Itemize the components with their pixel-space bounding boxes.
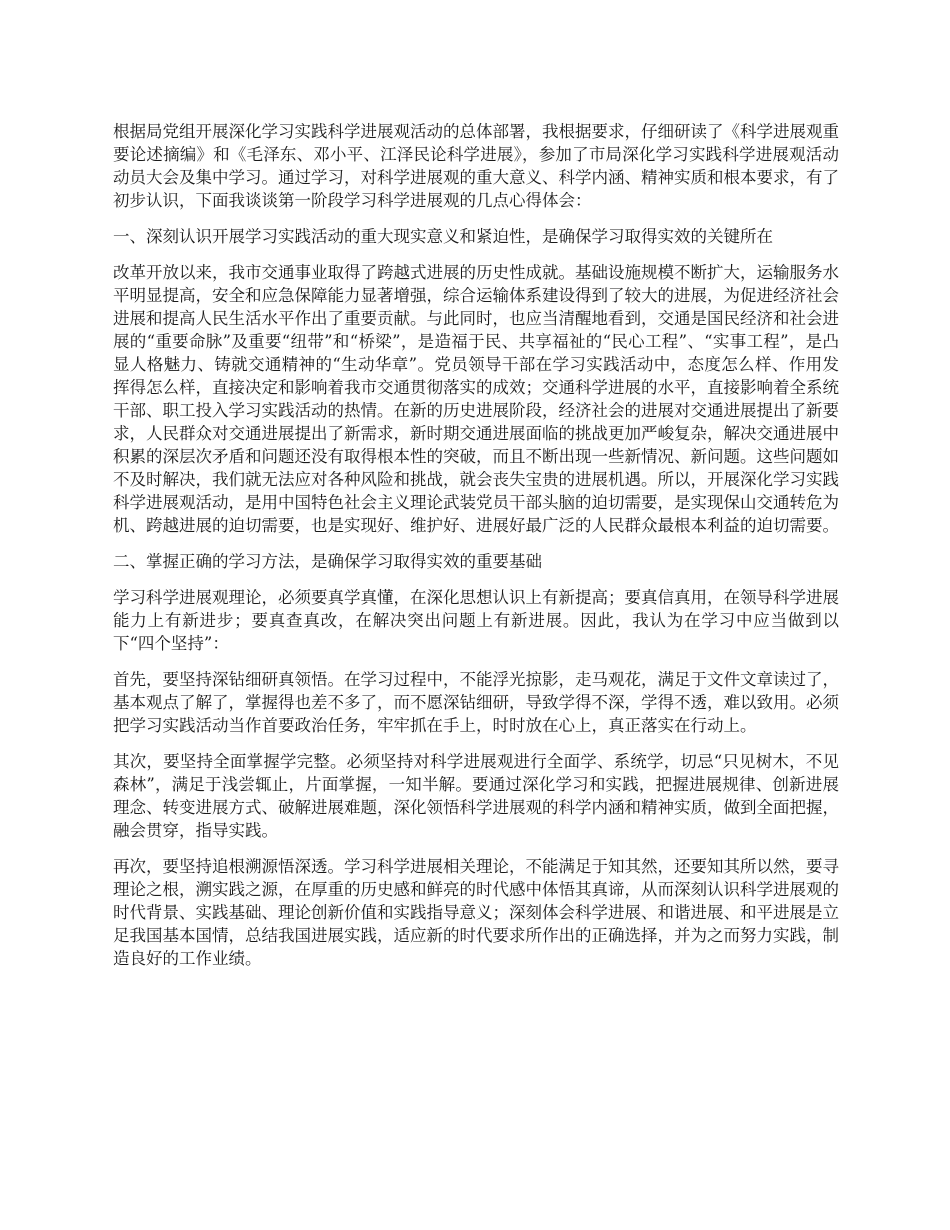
section-1-paragraph: 改革开放以来，我市交通事业取得了跨越式进展的历史性成就。基础设施规模不断扩大，运输服务水平明显提高，安全和应急保障能力显著增强，综合运输体系建设得到了较大的进展，为促进经济社会进展和提高人民生活水平作出了重要贡献。与此同时，也应当清醒地看到，交通是国民经济和社会进展的“重要命脉”及重要“纽带”和“桥梁”，是造福于民、共享福祉的“民心工程”、“实事工程”，是凸显人格魅力、铸就交通精神的“生动华章”。党员领导干部在学习实践活动中，态度怎么样、作用发挥得怎么样，直接决定和影响着我市交通贯彻落实的成效；交通科学进展的水平，直接影响着全系统干部、职工投入学习实践活动的热情。在新的历史进展阶段，经济社会的进展对交通进展提出了新要求，人民群众对交通进展提出了新需求，新时期交通进展面临的挑战更加严峻复杂，解决交通进展中积累的深层次矛盾和问题还没有取得根本性的突破，而且不断出现一些新情况、新问题。这些问题如不及时解决，我们就无法应对各种风险和挑战，就会丧失宝贵的进展机遇。所以，开展深化学习实践科学进展观活动，是用中国特色社会主义理论武装党员干部头脑的迫切需要，是实现保山交通转危为机、跨越进展的迫切需要，也是实现好、维护好、进展好最广泛的人民群众最根本利益的迫切需要。 (113, 263, 839, 535)
section-2-intro-paragraph: 学习科学进展观理论，必须要真学真懂，在深化思想认识上有新提高；要真信真用，在领导科学进展能力上有新进步；要真查真改，在解决突出问题上有新进展。因此，我认为在学习中应当做到以下“四个坚持”： (113, 588, 839, 653)
section-heading-1: 一、深刻认识开展学习实践活动的重大现实意义和紧迫性，是确保学习取得实效的关键所在 (113, 227, 773, 246)
persistence-3-paragraph: 再次，要坚持追根溯源悟深透。学习科学进展相关理论，不能满足于知其然，还要知其所以然，要寻理论之根，溯实践之源，在厚重的历史感和鲜亮的时代感中体悟其真谛，从而深刻认识科学进展观的时代背景、实践基础、理论创新价值和实践指导意义；深刻体会科学进展、和谐进展、和平进展是立足我国基本国情，总结我国进展实践，适应新的时代要求所作出的正确选择，并为之而努力实践，制造良好的工作业绩。 (113, 857, 839, 968)
persistence-2-paragraph: 其次，要坚持全面掌握学完整。必须坚持对科学进展观进行全面学、系统学，切忌“只见树木，不见森林”，满足于浅尝辄止，片面掌握，一知半解。要通过深化学习和实践，把握进展规律、创新进展理念、转变进展方式、破解进展难题，深化领悟科学进展观的科学内涵和精神实质，做到全面把握，融会贯穿，指导实践。 (113, 752, 839, 840)
document-body (113, 120, 839, 983)
intro-paragraph: 根据局党组开展深化学习实践科学进展观活动的总体部署，我根据要求，仔细研读了《科学进展观重要论述摘编》和《毛泽东、邓小平、江泽民论科学进展》，参加了市局深化学习实践科学进展观活动动员大会及集中学习。通过学习，对科学进展观的重大意义、科学内涵、精神实质和根本要求，有了初步认识，下面我谈谈第一阶段学习科学进展观的几点心得体会： (113, 122, 839, 210)
section-heading-2: 二、掌握正确的学习方法，是确保学习取得实效的重要基础 (113, 552, 542, 571)
persistence-1-paragraph: 首先，要坚持深钻细研真领悟。在学习过程中，不能浮光掠影，走马观花，满足于文件文章读过了，基本观点了解了，掌握得也差不多了，而不愿深钻细研，导致学得不深，学得不透，难以致用。必须把学习实践活动当作首要政治任务，牢牢抓在手上，时时放在心上，真正落实在行动上。 (113, 670, 839, 735)
